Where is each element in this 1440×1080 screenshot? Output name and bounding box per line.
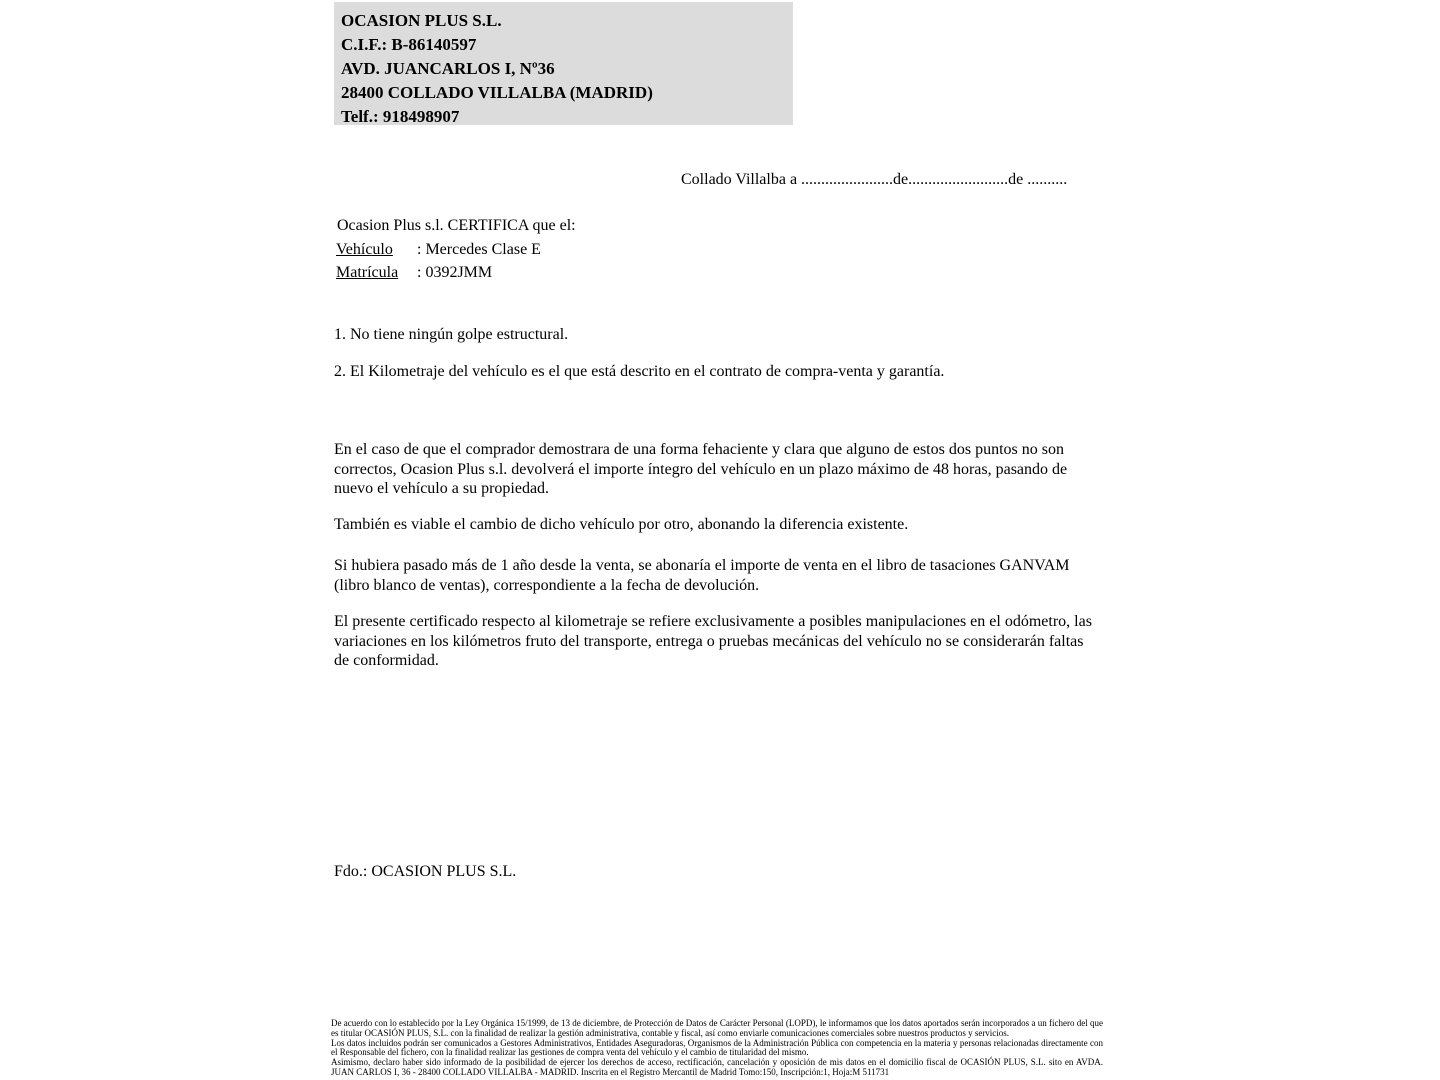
plate-row [336,263,492,283]
paragraph-odometer: El presente certificado respecto al kilometraje se refiere exclusivamente a posibles manipulaciones en el odómetro, las variaciones en los kilómetros fruto del transporte, entrega o pruebas mecánicas del vehículo no se considerarán faltas de conformidad. [334,613,1092,669]
vehicle-label: Vehículo [336,241,393,258]
plate-value: : 0392JMM [417,264,493,281]
company-name: OCASION PLUS S.L. [341,11,502,30]
certification-intro: Ocasion Plus s.l. CERTIFICA que el: [337,217,576,234]
vehicle-value: : Mercedes Clase E [417,241,541,258]
company-phone: Telf.: 918498907 [341,107,460,126]
vehicle-label-cell [336,240,417,260]
paragraph-exchange: También es viable el cambio de dicho vehículo por otro, abonando la diferencia existente. [334,516,909,533]
legal-footer-paragraph-3: Asimismo, declaro haber sido informado de la posibilidad de ejercer los derechos de acceso, rectificación, cancelación y oposición de mis datos en el domicilio fiscal de OCASIÓN PLUS, S.L. sito en AVDA. JUAN CARLOS I, 36 - 28400 COLLADO VILLALBA - MADRID. Inscrita en el Registro Mercantil de Madrid Tomo:150, Inscripción:1, Hoja:M 511731 [331,1057,1103,1077]
paragraph-refund: En el caso de que el comprador demostrara de una forma fehaciente y clara que alguno de estos dos puntos no son correctos, Ocasion Plus s.l. devolverá el importe íntegro del vehículo en un plazo máximo de 48 horas, pasando de nuevo el vehículo a su propiedad. [334,441,1068,497]
certification-point-1: 1. No tiene ningún golpe estructural. [334,326,569,343]
paragraph-ganvam: Si hubiera pasado más de 1 año desde la venta, se abonaría el importe de venta en el libro de tasaciones GANVAM (libro blanco de ventas), correspondiente a la fecha de devolución. [334,557,1070,594]
legal-footer-paragraph-2: Los datos incluidos podrán ser comunicados a Gestores Administrativos, Entidades Aseguradoras, Organismos de la Administración Pública con competencia en la materia y personas relacionadas directamente con el Responsable del fichero, con la finalidad realizar las gestiones de compra venta del vehículo y el cambio de titularidad del mismo. [331,1037,1103,1058]
plate-label-cell [336,263,417,283]
certification-point-2: 2. El Kilometraje del vehículo es el que está descrito en el contrato de compra-venta y garantía. [334,363,945,380]
legal-footer [331,1019,1103,1078]
company-address: AVD. JUANCARLOS I, Nº36 [341,59,555,78]
legal-footer-paragraph-1: De acuerdo con lo establecido por la Ley Orgánica 15/1999, de 13 de diciembre, de Protección de Datos de Carácter Personal (LOPD), le informamos que los datos aportados serán incorporados a un fichero del que es titular OCASIÓN PLUS, S.L. con la finalidad de realizar la gestión administrativa, contable y fiscal, así como enviarle comunicaciones comerciales sobre nuestros productos y servicios. [331,1018,1103,1038]
company-header-block [334,2,793,125]
plate-label: Matrícula [336,264,399,281]
vehicle-row [336,240,541,260]
company-cif: C.I.F.: B-86140597 [341,35,477,54]
date-line: Collado Villalba a .......................de.........................de .......... [681,171,1068,188]
company-city: 28400 COLLADO VILLALBA (MADRID) [341,83,653,102]
signature-line: Fdo.: OCASION PLUS S.L. [334,863,517,880]
